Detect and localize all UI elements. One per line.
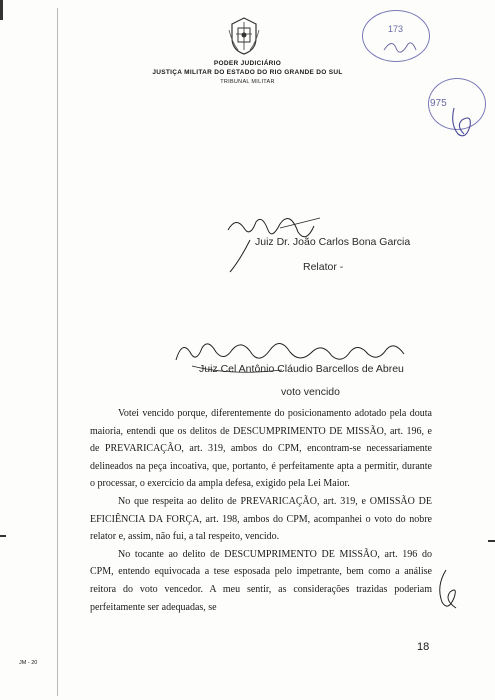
stamp-number: 173 [388,24,404,34]
header-justice: JUSTIÇA MILITAR DO ESTADO DO RIO GRANDE DO SUL [152,69,343,76]
scan-mark-top [0,0,3,20]
relator-name: Juiz Dr. João Carlos Bona Garcia [255,236,411,248]
scan-mark-mid [0,535,6,537]
page-number: 18 [417,641,430,653]
voter-name: Juiz Cel Antônio Cláudio Barcellos de Abreu [199,363,404,375]
relator-role: Relator - [303,261,344,273]
header-court: PODER JUDICIÁRIO [213,60,282,67]
paragraph-3: No tocante ao delito de DESCUMPRIMENTO DE MISSÃO, art. 196 do CPM, entendo equivocada a tese esposada pelo impetrante, bem como a análise reitora do voto vencedor. A meu sentir, as considerações trazidas poderiam perfeitamente ser adequadas, se [90,548,432,613]
paragraph-2: No que respeita ao delito de PREVARICAÇÃO, art. 319, e OMISSÃO DE EFICIÊNCIA DA FORÇA, art. 198, ambos do CPM, acompanhei o voto do nobre relator e, assim, não fui, a tal respeito, vencido. [90,495,432,543]
paragraph-1: Votei vencido porque, diferentemente do posicionamento adotado pela douta maioria, entendi que os delitos de DESCUMPRIMENTO DE MISSÃO, art. 196, e de PREVARICAÇÃO, art. 319, ambos do CPM, encontram-se necessariamente delineados na peça incoativa, que, portanto, é perfeitamente apta a permitir, durante o processar, o exercício da ampla defesa, exigido pela Lei Maior. [90,408,432,490]
scan-mark-right [488,540,495,542]
coat-of-arms-icon [228,16,260,56]
vote-body [90,405,432,616]
header-tribunal: TRIBUNAL MILITAR [220,79,275,85]
folio-initials-signature [448,104,478,144]
margin-initials-signature [432,566,466,616]
voter-role: voto vencido [281,386,340,398]
stamp-initials-signature [382,36,422,56]
form-code: JM - 20 [19,660,38,666]
stamp-number-2: 975 [430,98,447,109]
